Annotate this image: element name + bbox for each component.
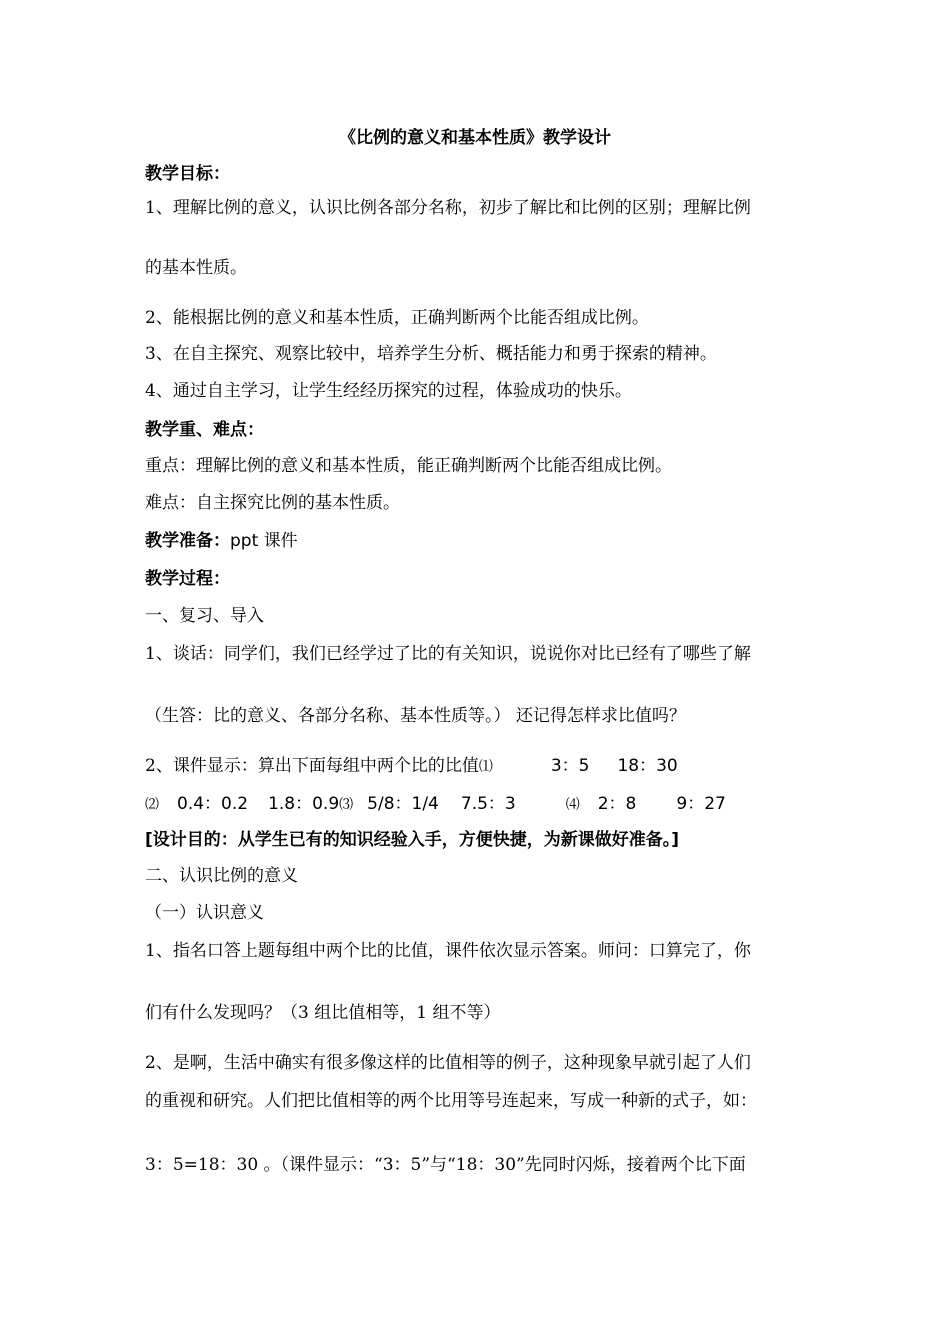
group-4-label: ⑷ [565, 797, 580, 813]
preparation-heading: 教学准备： [145, 531, 230, 551]
s2-paragraph-2-line-1: 2、是啊，生活中确实有很多像这样的比值相等的例子，这种现象早就引起了人们 [145, 1053, 751, 1073]
talk-line-1: 1、谈话：同学们，我们已经学过了比的有关知识，说说你对比已经有了哪些了解 [145, 644, 751, 664]
talk-line-2: （生答：比的意义、各部分名称、基本性质等。） 还记得怎样求比值吗？ [145, 706, 686, 726]
process-heading: 教学过程： [145, 569, 230, 589]
document-title: 《比例的意义和基本性质》教学设计 [339, 128, 611, 148]
s2-paragraph-2-line-2: 的重视和研究。人们把比值相等的两个比用等号连起来，写成一种新的式子，如： [145, 1091, 757, 1111]
group-2-ratio-a: 0.4：0.2 [177, 794, 249, 814]
group-3-ratio-b: 7.5：3 [460, 794, 516, 814]
group-1-label: ⑴ [478, 759, 493, 775]
group-4-ratio-b: 9：27 [676, 794, 726, 814]
s2-paragraph-1-line-2: 们有什么发现吗？（3 组比值相等，1 组不等） [145, 1003, 501, 1023]
preparation-value: ppt 课件 [230, 531, 298, 551]
group-3-label: ⑶ [339, 797, 354, 813]
group-4-ratio-a: 2：8 [597, 794, 637, 814]
section-1-heading: 一、复习、导入 [145, 606, 264, 626]
key-point: 重点：理解比例的意义和基本性质，能正确判断两个比能否组成比例。 [145, 456, 672, 476]
group-2-label: ⑵ [145, 797, 159, 813]
key-points-heading: 教学重、难点： [145, 420, 264, 440]
group-2-ratio-b: 1.8：0.9 [268, 794, 340, 814]
goal-1-line-1: 1、理解比例的意义，认识比例各部分名称，初步了解比和比例的区别；理解比例 [145, 198, 751, 218]
goal-3: 3、在自主探究、观察比较中，培养学生分析、概括能力和勇于探索的精神。 [145, 344, 717, 364]
group-1-ratio-b: 18：30 [617, 756, 678, 776]
s2-paragraph-1-line-1: 1、指名口答上题每组中两个比的比值，课件依次显示答案。师问：口算完了，你 [145, 941, 751, 961]
display-line [145, 754, 678, 779]
design-purpose: [设计目的：从学生已有的知识经验入手，方便快捷，为新课做好准备。] [145, 830, 680, 850]
goal-4: 4、通过自主学习，让学生经经历探究的过程，体验成功的快乐。 [145, 381, 632, 401]
s2-paragraph-2-line-3: 3：5=18：30 。（课件显示：“3：5”与“18：30”先同时闪烁，接着两个比下面 [145, 1155, 746, 1175]
groups-line [145, 792, 726, 817]
preparation-line [145, 529, 298, 553]
goal-2: 2、能根据比例的意义和基本性质，正确判断两个比能否组成比例。 [145, 308, 649, 328]
goals-heading: 教学目标： [145, 164, 230, 184]
subsection-1-heading: （一）认识意义 [145, 903, 264, 923]
group-1-ratio-a: 3：5 [550, 756, 590, 776]
difficult-point: 难点：自主探究比例的基本性质。 [145, 493, 400, 513]
section-2-heading: 二、认识比例的意义 [145, 866, 298, 886]
goal-1-line-2: 的基本性质。 [145, 258, 247, 278]
group-3-ratio-a: 5/8：1/4 [367, 794, 439, 814]
display-intro: 2、课件显示：算出下面每组中两个比的比值 [145, 756, 479, 776]
